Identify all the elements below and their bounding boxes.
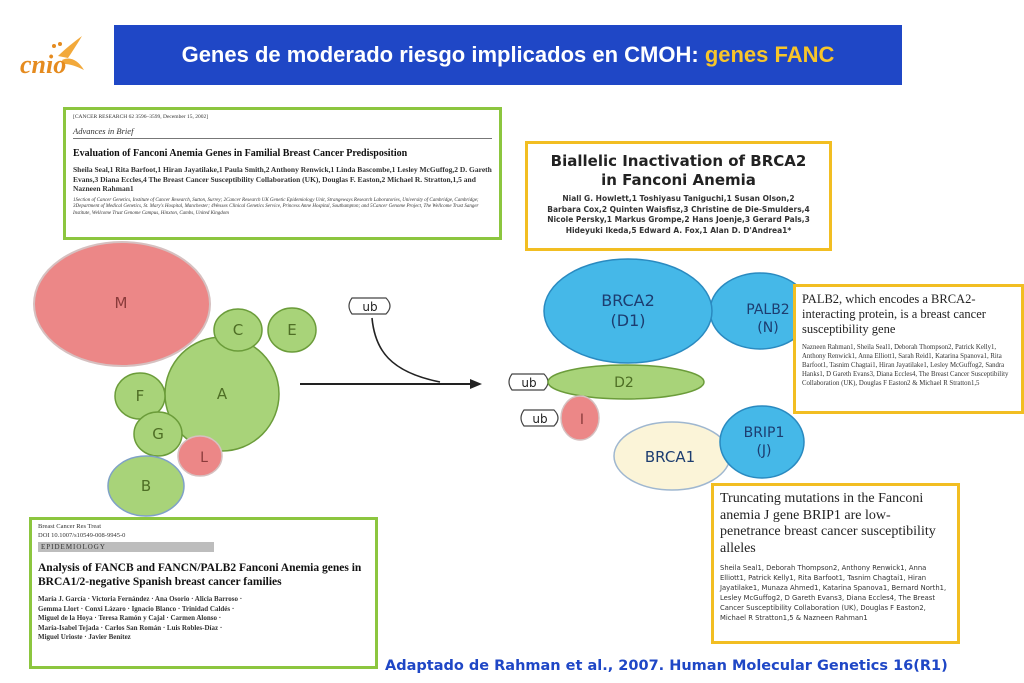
node-brip1 xyxy=(720,406,804,478)
node-i-label: I xyxy=(579,412,585,428)
paper1-authors: Sheila Seal,1 Rita Barfoot,1 Hiran Jayatilake,1 Paula Smith,2 Anthony Renwick,1 Linda Bascombe,1 Lesley McGuffog,2 D. Gareth Evans,3 Diana Eccles,4 The Breast Cancer Susceptibility Collaboration (UK), Douglas F. Easton,2 Michael R. Stratton,1,5 and Nazneen Rahman1 xyxy=(73,165,492,193)
paper5-journal: Breast Cancer Res Treat xyxy=(38,523,102,530)
paper1-affiliations: 1Section of Cancer Genetics, Institute of Cancer Research, Sutton, Surrey; 2Cancer Research UK Genetic Epidemiology Unit, Strangeways Research Laboratories, University of Cambridge, Cambridge; 3Department of Medical Genetics, St. Mary's Hospital, Manchester; 4Wessex Clinical Genetics Service, Princess Anne Hospital, Southampton; and 5Cancer Genome Project, The Wellcome Trust Sanger Institute, Wellcome Trust Genome Campus, Hinxton, Cambs, United Kingdom xyxy=(73,197,479,216)
paper5-authors-2: Gemma Llort · Conxi Lázaro · Ignacio Blanco · Trinidad Caldés · xyxy=(38,604,235,613)
paper1-section: Advances in Brief xyxy=(73,126,492,139)
node-brca2-label: BRCA2 xyxy=(601,291,655,310)
paper4-title: Truncating mutations in the Fanconi anemia J gene BRIP1 are low-penetrance breast cancer susceptibility alleles xyxy=(720,491,936,556)
paper2-title-1: Biallelic Inactivation of BRCA2 xyxy=(550,152,807,170)
node-brip1-label: BRIP1 xyxy=(743,425,785,441)
paper4-authors: Sheila Seal1, Deborah Thompson2, Anthony Renwick1, Anna Elliott1, Patrick Kelly1, Rita Barfoot1, Tasnim Chagtai1, Hiran Jayatilake1, Munaza Ahmed1, Katarina Spanova1, Bernard North1, Lesley McGuffog2, D Gareth Evans3, Diana Eccles4, The Breast Cancer Susceptibility Collaboration (UK), Douglas F Easton2, Michael R Stratton1,5 & Nazneen Rahman1 xyxy=(720,564,947,622)
ub-label-2: ub xyxy=(521,376,537,390)
main-arrow-head xyxy=(470,379,482,389)
node-b-label: B xyxy=(140,477,152,495)
node-g-label: G xyxy=(152,425,164,443)
caption: Adaptado de Rahman et al., 2007. Human Molecular Genetics 16(R1) xyxy=(385,658,948,674)
title-main: Genes de moderado riesgo implicados en CMOH: xyxy=(181,42,705,67)
paper2-authors-4: Hideyuki Ikeda,5 Edward A. Fox,1 Alan D. D'Andrea1* xyxy=(565,225,792,235)
paper-brip1 xyxy=(711,483,960,644)
paper-palb2 xyxy=(793,284,1024,414)
paper3-authors: Nazneen Rahman1, Sheila Seal1, Deborah Thompson2, Patrick Kelly1, Anthony Renwick1, Anna Elliott1, Sarah Reid1, Katarina Spanova1, Rita Barfoot1, Tasnim Chagtai1, Hiran Jayatilake1, Lesley McGuffog2, Sandra Hanks1, D Gareth Evans3, Diana Eccles4, The Breast Cancer Susceptibility Collaboration (UK), Douglas F Easton2 & Michael R Stratton1,5 xyxy=(802,344,1009,387)
paper5-authors-5: Miguel Urioste · Javier Benítez xyxy=(38,633,131,641)
node-a-label: A xyxy=(216,385,228,403)
paper-brca2-fanconi xyxy=(525,141,832,251)
paper1-header: [CANCER RESEARCH 62 3596–3599, December 15, 2002] xyxy=(73,114,209,120)
node-d2-label: D2 xyxy=(614,375,634,391)
paper2-title-2: in Fanconi Anemia xyxy=(601,171,756,189)
paper3-title: PALB2, which encodes a BRCA2-interacting protein, is a breast cancer susceptibility gene xyxy=(802,292,986,336)
ub-tag-2 xyxy=(509,374,548,390)
paper5-authors-1: María J. García · Victoria Fernández · Ana Osorio · Alicia Barroso · xyxy=(38,595,243,603)
paper-cancer-research xyxy=(63,107,502,240)
paper5-doi: DOI 10.1007/s10549-008-9945-0 xyxy=(38,532,126,539)
ub-curve-arrow xyxy=(372,318,440,382)
node-e-label: E xyxy=(287,321,297,339)
node-brca2-sub: (D1) xyxy=(610,311,646,330)
paper2-authors-1: Niall G. Howlett,1 Toshiyasu Taniguchi,1 Susan Olson,2 xyxy=(562,194,795,203)
paper-spanish-families xyxy=(29,517,378,669)
node-c-label: C xyxy=(232,321,244,339)
node-brip1-sub: (J) xyxy=(756,443,772,459)
node-palb2-label: PALB2 xyxy=(746,302,790,318)
paper2-authors-2: Barbara Cox,2 Quinten Waisfisz,3 Christine de Die-Smulders,4 xyxy=(547,204,810,214)
title-accent: genes FANC xyxy=(704,42,835,67)
ub-label-3: ub xyxy=(532,412,548,426)
ub-tag-3 xyxy=(521,410,558,426)
logo-text: cnio xyxy=(20,50,67,79)
paper1-title: Evaluation of Fanconi Anemia Genes in Familial Breast Cancer Predisposition xyxy=(73,148,408,159)
paper5-section: EPIDEMIOLOGY xyxy=(38,542,214,552)
node-m-label: M xyxy=(114,294,128,312)
paper5-authors-4: María-Isabel Tejada · Carlos San Román · Luis Robles-Díaz · xyxy=(38,623,223,632)
paper2-authors-3: Nicole Persky,1 Markus Grompe,2 Hans Joenje,3 Gerard Pals,3 xyxy=(547,215,810,224)
ub-label-1: ub xyxy=(362,300,378,314)
ub-tag-1 xyxy=(349,298,390,314)
paper5-title: Analysis of FANCB and FANCN/PALB2 Fanconi Anemia genes in BRCA1/2-negative Spanish breast cancer families xyxy=(38,562,362,588)
paper5-authors-3: Miguel de la Hoya · Teresa Ramón y Cajal · Carmen Alonso · xyxy=(38,614,222,622)
node-l-label: L xyxy=(200,450,208,466)
node-palb2-sub: (N) xyxy=(757,320,779,336)
node-f-label: F xyxy=(135,387,145,405)
node-brca1-label: BRCA1 xyxy=(644,448,696,466)
